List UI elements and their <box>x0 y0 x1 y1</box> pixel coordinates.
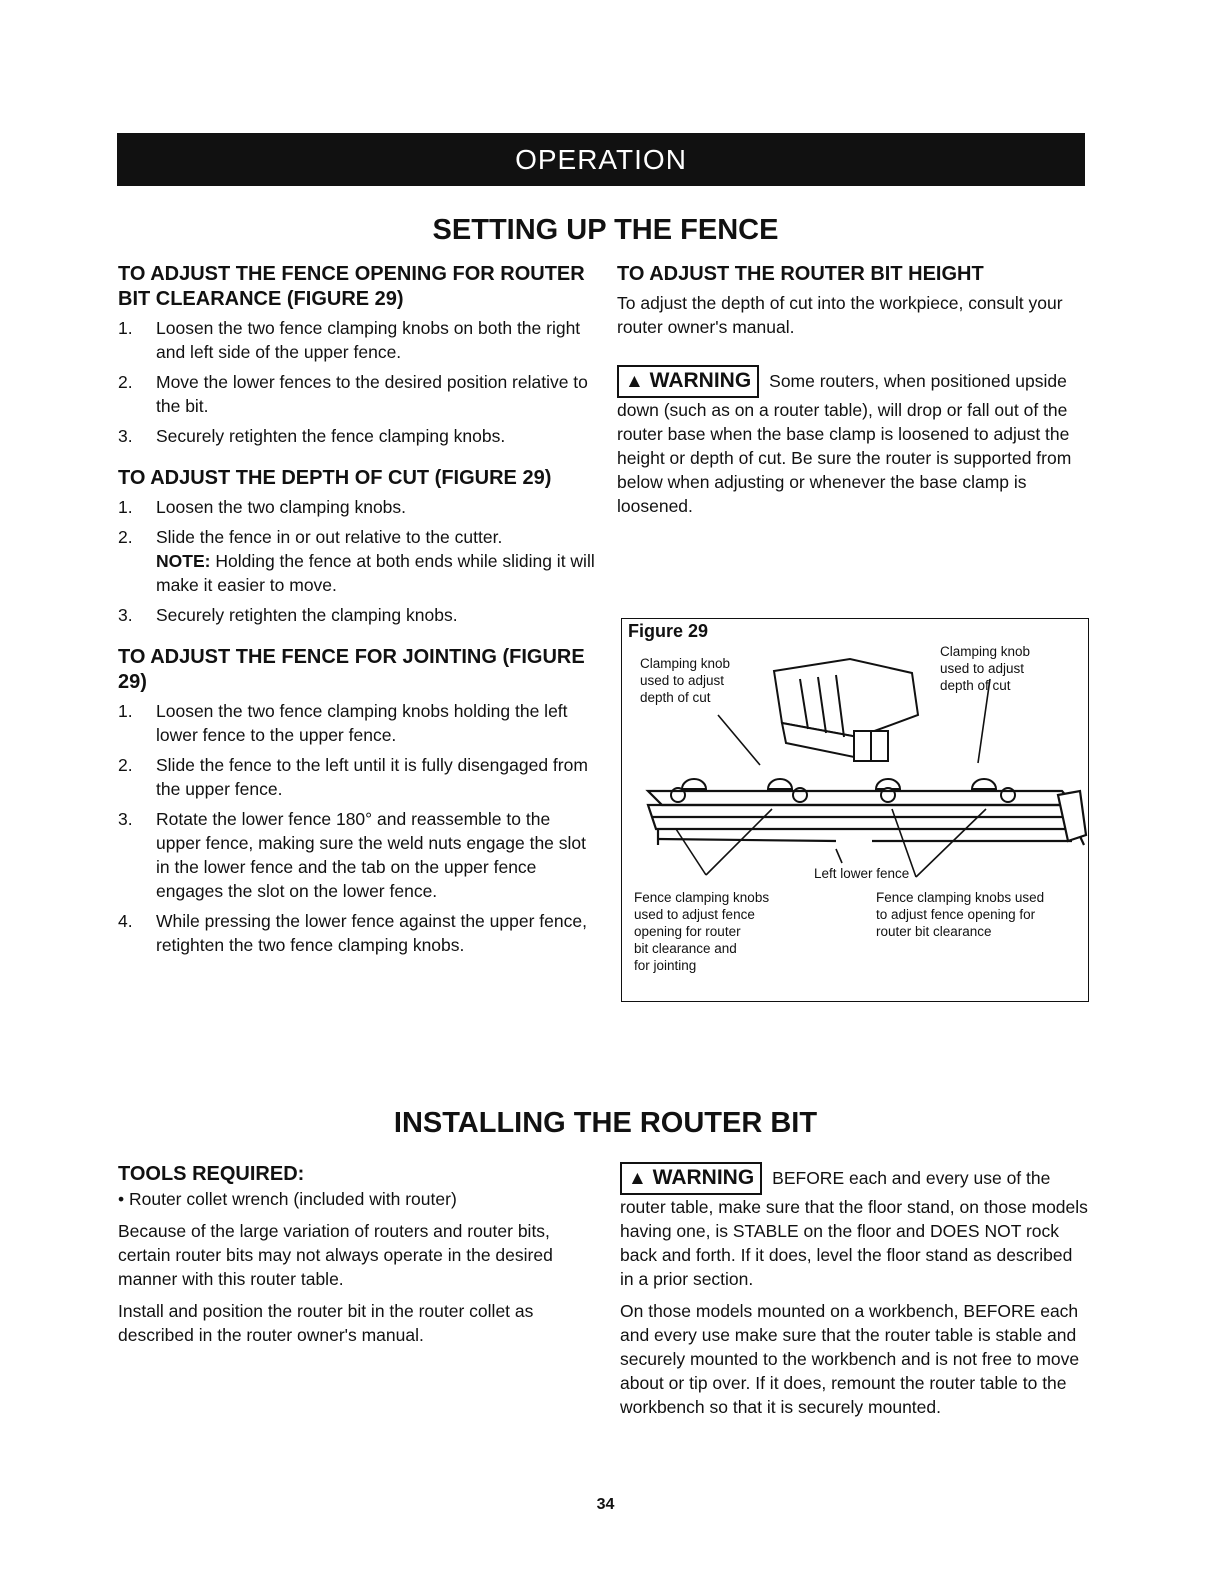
operation-banner: OPERATION <box>117 133 1085 186</box>
tools-heading: TOOLS REQUIRED: <box>118 1163 305 1185</box>
figure-29 <box>621 618 1089 1002</box>
list-item: 4. While pressing the lower fence against the upper fence, retighten the two fence clamping knobs. <box>118 911 587 955</box>
bit-paragraph-3: On those models mounted on a workbench, BEFORE each and every use make sure that the router table is stable and securely mounted to the workbench and is not free to move about or tip over. If it does, remount the router table to the workbench so that it is securely mounted. <box>620 1301 1080 1417</box>
list-item: 1. Loosen the two clamping knobs. <box>118 497 407 517</box>
bit-warning-paragraph: ▲ WARNING BEFORE each and every use of the router table, make sure that the floor stand, on those models having one, is STABLE on the floor and DOES NOT rock back and forth. If it does, level the floor stand as described in a prior section. <box>620 1162 1090 1291</box>
caption-clearance: Fence clamping knobs used to adjust fence opening for router bit clearance <box>876 890 1045 939</box>
fence-section-title: SETTING UP THE FENCE <box>432 214 779 246</box>
page-number: 34 <box>596 1496 615 1513</box>
bit-right-column <box>620 1162 1090 1427</box>
bit-paragraph-1: Because of the large variation of routers and router bits, certain router bits may not always operate in the desired manner with this router table. <box>118 1221 553 1289</box>
list-item: 1. Loosen the two fence clamping knobs holding the left lower fence to the upper fence. <box>118 701 568 745</box>
fence-left-column <box>118 262 598 975</box>
jointing-heading: TO ADJUST THE FENCE FOR JOINTING (FIGURE 29) <box>118 646 585 693</box>
opening-heading: TO ADJUST THE FENCE OPENING FOR ROUTER BIT CLEARANCE (FIGURE 29) <box>118 263 585 310</box>
caption-knob-right: Clamping knob used to adjust depth of cut <box>940 644 1031 693</box>
opening-steps <box>118 316 598 448</box>
list-item: 3. Rotate the lower fence 180° and reassemble to the upper fence, making sure the weld nuts engage the slot in the lower fence and the tab on the upper fence engages the slot on the lower fence. <box>118 809 586 901</box>
bit-height-text: To adjust the depth of cut into the workpiece, consult your router owner's manual. <box>617 293 1063 337</box>
list-item: 1. Loosen the two fence clamping knobs on both the right and left side of the upper fence. <box>118 318 581 362</box>
list-item: 2. Slide the fence to the left until it is fully disengaged from the upper fence. <box>118 755 588 799</box>
caption-left-lower-fence: Left lower fence <box>814 866 910 881</box>
warning-badge: ▲ WARNING <box>620 1162 762 1195</box>
list-item: 3. Securely retighten the fence clamping knobs. <box>118 426 506 446</box>
fence-rails <box>648 791 1086 845</box>
depth-steps <box>118 495 598 627</box>
jointing-steps <box>118 699 598 957</box>
figure-title: Figure 29 <box>628 621 709 641</box>
bit-left-column <box>118 1162 598 1355</box>
warning-paragraph: ▲ WARNING Some routers, when positioned upside down (such as on a router table), will drop or fall out of the router base when the base clamp is loosened to adjust the height or depth of cut. Be sure the router is supported from below when adjusting or whenever the base clamp is loosened. <box>617 365 1087 518</box>
bit-height-heading: TO ADJUST THE ROUTER BIT HEIGHT <box>617 263 984 285</box>
tools-item: • Router collet wrench (included with router) <box>118 1189 457 1209</box>
warning-badge: ▲ WARNING <box>617 365 759 398</box>
bit-section-title: INSTALLING THE ROUTER BIT <box>393 1107 818 1139</box>
list-item: 2. Move the lower fences to the desired position relative to the bit. <box>118 372 588 416</box>
caption-jointing: Fence clamping knobs used to adjust fence opening for router bit clearance and for jointing <box>634 890 770 973</box>
warning-triangle-icon: ▲ <box>628 1168 647 1189</box>
warning-triangle-icon: ▲ <box>625 371 644 392</box>
list-item: 2. Slide the fence in or out relative to the cutter. NOTE: Holding the fence at both ends while sliding it will make it easier to move. <box>118 527 595 595</box>
bit-paragraph-2: Install and position the router bit in the router collet as described in the router owner's manual. <box>118 1301 534 1345</box>
list-item: 3. Securely retighten the clamping knobs. <box>118 605 458 625</box>
note-label: NOTE: <box>156 551 211 571</box>
router-housing <box>774 659 918 761</box>
depth-heading: TO ADJUST THE DEPTH OF CUT (FIGURE 29) <box>118 467 552 489</box>
caption-knob-left: Clamping knob used to adjust depth of cut <box>640 656 731 705</box>
fence-right-column <box>617 262 1087 518</box>
